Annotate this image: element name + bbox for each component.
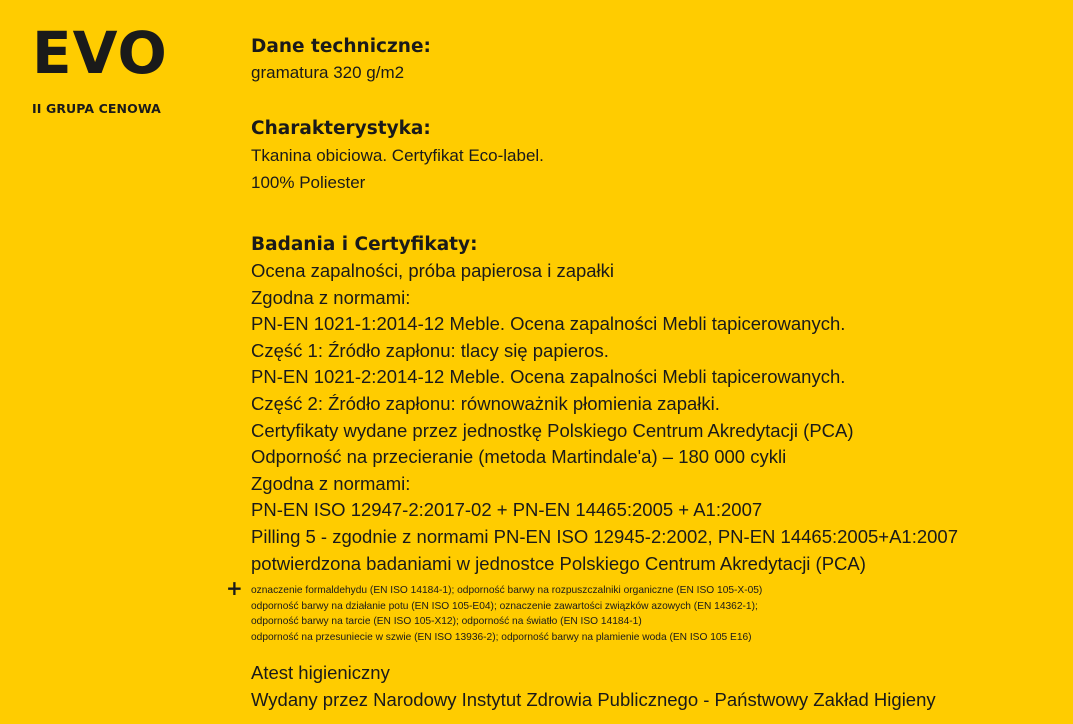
spec-line: Ocena zapalności, próba papierosa i zapałki	[251, 260, 615, 281]
spec-line: 100% Poliester	[251, 173, 366, 192]
spec-line: potwierdzona badaniami w jednostce Polskiego Centrum Akredytacji (PCA)	[251, 552, 866, 574]
spec-line: Zgodna z normami:	[251, 286, 411, 308]
spec-content	[226, 34, 1061, 713]
section-characteristics	[251, 116, 1061, 196]
spec-line: Pilling 5 - zgodnie z normami PN-EN ISO 12945-2:2002, PN-EN 14465:2005+A1:2007	[251, 525, 959, 547]
spec-line: Odporność na przecieranie (metoda Martindale'a) – 180 000 cykli	[251, 446, 787, 468]
note-line: odporność barwy na tarcie (EN ISO 105-X12); odporność na światło (EN ISO 14184-1)	[251, 616, 642, 628]
spec-line: gramatura 320 g/m2	[251, 63, 405, 82]
brand-logo: EVO	[32, 19, 168, 87]
spec-line: Część 1: Źródło zapłonu: tlacy się papieros.	[251, 339, 609, 361]
section-title-technical-data: Dane techniczne:	[251, 36, 431, 57]
spec-line: Tkanina obiciowa. Certyfikat Eco-label.	[251, 146, 544, 165]
brand-block	[32, 19, 168, 116]
additional-tests-notes	[226, 576, 1061, 645]
section-tests-certificates	[251, 232, 1061, 577]
spec-line: Atest higieniczny	[251, 662, 390, 684]
note-line: odporność barwy na działanie potu (EN ISO 105-E04); oznaczenie zawartości związków azowych (EN 14362-1);	[251, 600, 758, 612]
spec-line: Wydany przez Narodowy Instytut Zdrowia Publicznego - Państwowy Zakład Higieny	[251, 689, 936, 711]
section-hygiene-certificate	[251, 659, 1061, 713]
section-title-tests-certificates: Badania i Certyfikaty:	[251, 234, 478, 255]
note-line: odporność na przesuniecie w szwie (EN ISO 13936-2); odporność barwy na plamienie woda (EN ISO 105 E16)	[251, 631, 752, 643]
plus-icon: +	[226, 576, 243, 601]
spec-line: Część 2: Źródło zapłonu: równoważnik płomienia zapałki.	[251, 392, 720, 414]
section-technical-data	[251, 34, 1061, 86]
spec-line: PN-EN 1021-1:2014-12 Meble. Ocena zapalności Mebli tapicerowanych.	[251, 313, 846, 335]
price-group-label: II GRUPA CENOWA	[32, 101, 161, 116]
spec-line: PN-EN ISO 12947-2:2017-02 + PN-EN 14465:2005 + A1:2007	[251, 499, 763, 521]
note-line: oznaczenie formaldehydu (EN ISO 14184-1); odporność barwy na rozpuszczalniki organiczne (EN ISO 105-X-05)	[251, 585, 763, 597]
section-title-characteristics: Charakterystyka:	[251, 118, 431, 139]
spec-line: Certyfikaty wydane przez jednostkę Polskiego Centrum Akredytacji (PCA)	[251, 419, 854, 441]
spec-line: PN-EN 1021-2:2014-12 Meble. Ocena zapalności Mebli tapicerowanych.	[251, 366, 846, 388]
spec-line: Zgodna z normami:	[251, 472, 411, 494]
